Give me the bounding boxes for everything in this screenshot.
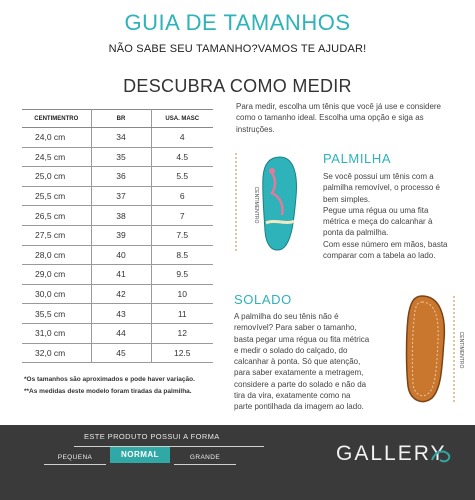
intro-line: como o tamanho ideal. Escolha uma opção e siga as [236, 113, 424, 123]
palmilha-line: comparar com a tabela ao lado. [323, 251, 436, 261]
solado-line: basta pegar uma régua ou fita métrica [234, 334, 370, 344]
solado-line: e medir o solado do calçado, do [234, 345, 348, 355]
brand-flourish-icon [430, 446, 454, 466]
palmilha-line: Se você possui um tênis com a [323, 172, 434, 181]
table-row [22, 128, 213, 148]
palmilha-line: ponta da palmilha. [323, 228, 389, 238]
cell-br: 35 [91, 147, 151, 167]
palmilha-line: métrica e meça do calcanhar à [323, 217, 433, 227]
table-row [22, 323, 213, 343]
palmilha-text [323, 171, 473, 261]
cell-centimeter: 31,0 cm [22, 323, 91, 343]
cell-br: 37 [91, 186, 151, 206]
solado-line: A palmilha do seu tênis não é [234, 312, 339, 321]
cell-centimeter: 28,0 cm [22, 245, 91, 265]
table-row [22, 304, 213, 324]
cell-br: 36 [91, 167, 151, 187]
fit-title: ESTE PRODUTO POSSUI A FORMA [84, 432, 220, 441]
table-row [22, 186, 213, 206]
cell-centimeter: 29,0 cm [22, 265, 91, 285]
note-insole: **As medidas deste modelo foram tiradas da palmilha. [24, 388, 192, 395]
table-row [22, 343, 213, 363]
solado-line: parte pontilhada da imagem ao lado. [234, 402, 364, 412]
cell-centimeter: 24,0 cm [22, 128, 91, 148]
solado-text [234, 311, 386, 413]
size-table [22, 109, 213, 363]
column-header: CENTIMENTRO [22, 110, 91, 128]
cell-usa: 6 [151, 186, 213, 206]
section-title: DESCUBRA COMO MEDIR [123, 76, 352, 96]
note-approximate: *Os tamanhos são aproximados e pode haver variação. [24, 376, 195, 383]
cell-centimeter: 27,5 cm [22, 225, 91, 245]
column-header: USA. MASC [151, 110, 213, 128]
intro-text [236, 101, 466, 135]
cell-br: 39 [91, 225, 151, 245]
cell-centimeter: 25,5 cm [22, 186, 91, 206]
solado-heading: SOLADO [234, 292, 292, 307]
sole-shape [407, 296, 445, 402]
page-subtitle: NÃO SABE SEU TAMANHO?VAMOS TE AJUDAR! [108, 43, 367, 55]
cell-br: 38 [91, 206, 151, 226]
cell-usa: 12 [151, 323, 213, 343]
cell-usa: 7.5 [151, 225, 213, 245]
palmilha-line: bem simples. [323, 194, 371, 204]
cell-br: 34 [91, 128, 151, 148]
solado-line: considere a parte do solado e não da [234, 379, 367, 389]
insole-illustration [232, 153, 314, 255]
cell-usa: 4.5 [151, 147, 213, 167]
column-header: BR [91, 110, 151, 128]
insole-shape [263, 157, 297, 250]
intro-line: Para medir, escolha um tênis que você já use e considere [236, 102, 442, 111]
palmilha-heading: PALMILHA [323, 151, 392, 166]
cell-usa: 11 [151, 304, 213, 324]
table-header-row [22, 110, 213, 128]
cell-br: 43 [91, 304, 151, 324]
cell-br: 45 [91, 343, 151, 363]
insole-stripe [266, 221, 294, 223]
cell-usa: 4 [151, 128, 213, 148]
cell-centimeter: 26,5 cm [22, 206, 91, 226]
ruler-label: CENTIMENTRO [253, 186, 259, 224]
table-row [22, 147, 213, 167]
page-title: GUIA DE TAMANHOS [124, 10, 351, 35]
solado-line: para saber exatamente a metragem, [234, 368, 364, 378]
flamingo-head [269, 168, 275, 174]
cell-br: 42 [91, 284, 151, 304]
fit-option-small: PEQUENA [44, 451, 106, 465]
cell-br: 44 [91, 323, 151, 343]
sole-illustration [392, 290, 472, 410]
table-row [22, 245, 213, 265]
ruler-label: CENTIMENTRO [458, 331, 464, 369]
cell-centimeter: 35,5 cm [22, 304, 91, 324]
fit-option-normal-selected: NORMAL [110, 447, 170, 463]
solado-line: tira da vira, exatamente como na [234, 391, 351, 401]
table-row [22, 206, 213, 226]
solado-line: removível? Para saber o tamanho, [234, 323, 357, 333]
cell-br: 40 [91, 245, 151, 265]
cell-centimeter: 24,5 cm [22, 147, 91, 167]
palmilha-line: Com esse número em mãos, basta [323, 239, 448, 249]
palmilha-line: palmilha removível, o processo é [323, 183, 440, 193]
cell-usa: 8.5 [151, 245, 213, 265]
intro-line: instruções. [236, 124, 275, 134]
cell-usa: 7 [151, 206, 213, 226]
cell-usa: 10 [151, 284, 213, 304]
brand-logo: GALLERY [336, 442, 447, 465]
cell-usa: 5.5 [151, 167, 213, 187]
cell-br: 41 [91, 265, 151, 285]
table-row [22, 167, 213, 187]
cell-centimeter: 32,0 cm [22, 343, 91, 363]
solado-line: calcanhar à ponta. Só que atenção, [234, 357, 361, 367]
cell-usa: 9.5 [151, 265, 213, 285]
table-row [22, 284, 213, 304]
table-row [22, 225, 213, 245]
cell-centimeter: 25,0 cm [22, 167, 91, 187]
palmilha-line: Pegue uma régua ou uma fita [323, 205, 429, 215]
cell-centimeter: 30,0 cm [22, 284, 91, 304]
fit-option-large: GRANDE [174, 451, 236, 465]
table-row [22, 265, 213, 285]
cell-usa: 12.5 [151, 343, 213, 363]
